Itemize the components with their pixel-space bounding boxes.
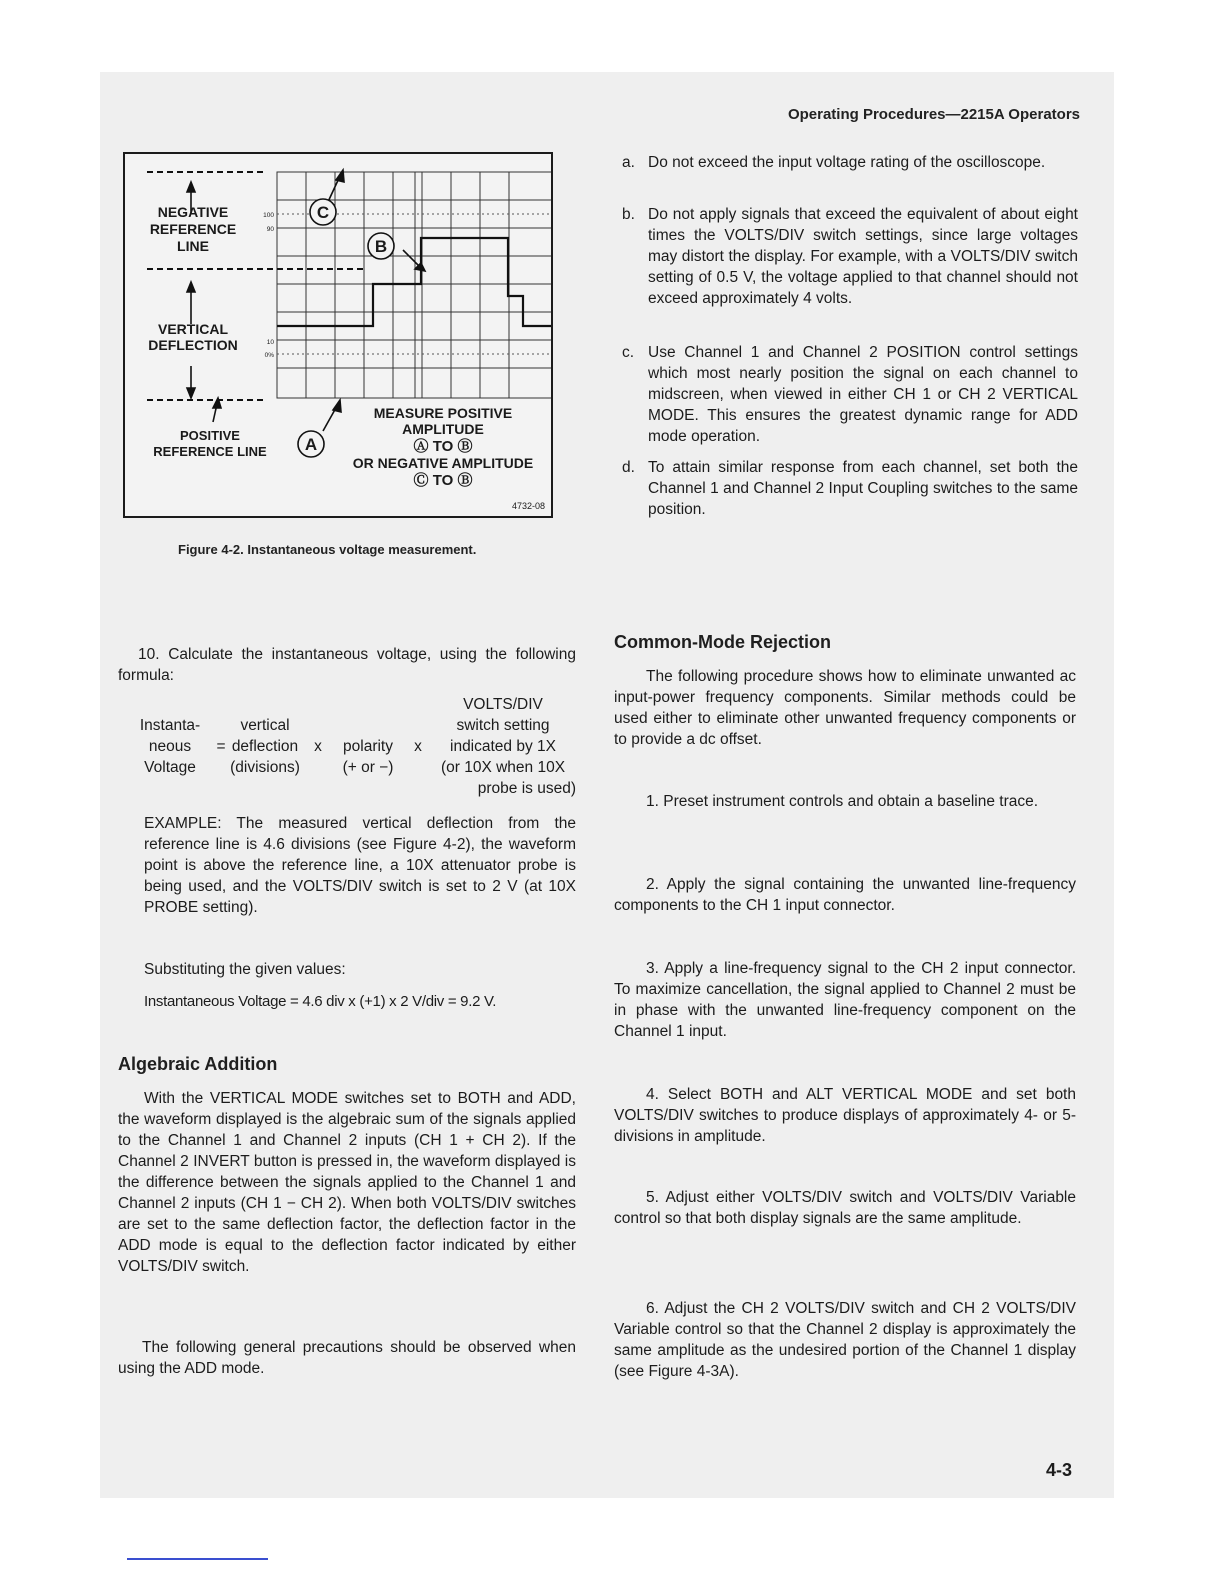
substituting-text: Substituting the given values: bbox=[144, 961, 346, 978]
instantaneous-voltage-diagram bbox=[125, 154, 551, 516]
formula-col-instantaneous: Instanta- neous Voltage bbox=[139, 717, 201, 776]
measure-label-2: AMPLITUDE bbox=[402, 421, 484, 437]
hyperlink-underline[interactable] bbox=[127, 1558, 268, 1560]
figure-4-2 bbox=[123, 152, 553, 518]
precaution-d: d. To attain similar response from each channel, set both the Channel 1 and Channel 2 Input Coupling switches to the same position. bbox=[622, 459, 1078, 518]
positive-reference-label-2: REFERENCE LINE bbox=[153, 444, 267, 459]
formula-times-2: x bbox=[414, 738, 422, 755]
negative-reference-label-1: NEGATIVE bbox=[157, 204, 229, 220]
cmr-step-2: 2. Apply the signal containing the unwanted line-frequency components to the CH 1 input connector. bbox=[614, 876, 1076, 914]
cmr-step-5: 5. Adjust either VOLTS/DIV switch and VOLTS/DIV Variable control so that both display signals are the same amplitude. bbox=[614, 1189, 1076, 1227]
measure-label-5: Ⓒ TO Ⓑ bbox=[413, 472, 473, 489]
page bbox=[100, 72, 1114, 1498]
result-formula: Instantaneous Voltage = 4.6 div x (+1) x 2 V/div = 9.2 V. bbox=[144, 993, 497, 1010]
formula-times-1: x bbox=[314, 738, 322, 755]
negative-reference-label-3: LINE bbox=[177, 238, 209, 254]
point-b-label: B bbox=[374, 237, 388, 256]
cmr-step-6: 6. Adjust the CH 2 VOLTS/DIV switch and CH 2 VOLTS/DIV Variable control so that the Channel 2 display is approximately the same amplitude as the undesired portion of the Channel 1 display (see Figure 4-3A). bbox=[614, 1300, 1076, 1380]
page-number: 4-3 bbox=[1045, 1460, 1072, 1480]
formula-col-deflection: vertical deflection (divisions) bbox=[230, 717, 300, 776]
step-10-text: 10. Calculate the instantaneous voltage, using the following formula: bbox=[118, 646, 576, 684]
point-c-label: C bbox=[316, 203, 330, 222]
running-header: Operating Procedures—2215A Operators bbox=[787, 106, 1080, 123]
graticule-0-label: 0% bbox=[264, 352, 274, 359]
example-text: EXAMPLE: The measured vertical deflection from the reference line is 4.6 divisions (see Figure 4-2), the waveform point is above the reference line, a 10X attenuator probe is being used, and the VOLTS/DIV switch is set to 2 V (at 10X PROBE setting). bbox=[144, 815, 576, 916]
cmr-step-1: 1. Preset instrument controls and obtain a baseline trace. bbox=[646, 793, 1039, 810]
square-waveform bbox=[277, 238, 551, 326]
vertical-deflection-label-1: VERTICAL bbox=[158, 321, 228, 337]
formula-col-polarity: polarity (+ or −) bbox=[342, 738, 394, 776]
vertical-deflection-label-2: DEFLECTION bbox=[148, 337, 238, 353]
graticule-10-label: 10 bbox=[266, 339, 274, 346]
common-mode-rejection-intro: The following procedure shows how to eliminate unwanted ac input-power frequency components. Similar methods could be used either to eliminate other unwanted frequency components or to provide a dc offset. bbox=[614, 668, 1076, 748]
precaution-b: b. Do not apply signals that exceed the equivalent of about eight times the VOLTS/DIV switch settings, since large voltages may distort the display. For example, with a VOLTS/DIV switch setting of 0.5 V, the voltage applied to that channel should not exceed approximately 4 volts. bbox=[622, 206, 1078, 307]
common-mode-rejection-heading: Common-Mode Rejection bbox=[614, 632, 832, 652]
precaution-c: c. Use Channel 1 and Channel 2 POSITION control settings which most nearly position the signal on each channel to midscreen, when viewed in either CH 1 or CH 2 VERTICAL MODE. This ensures the greatest dynamic range for ADD mode operation. bbox=[622, 344, 1078, 445]
formula-equals: = bbox=[216, 738, 226, 755]
graticule-100-label: 100 bbox=[263, 212, 274, 219]
point-a-label: A bbox=[304, 435, 318, 454]
algebraic-addition-heading: Algebraic Addition bbox=[118, 1054, 278, 1074]
cmr-step-3: 3. Apply a line-frequency signal to the CH 2 input connector. To maximize cancellation, the signal applied to Channel 2 must be in phase with the unwanted line-frequency component on the Channel 1 input. bbox=[614, 960, 1076, 1040]
measure-label-4: OR NEGATIVE AMPLITUDE bbox=[352, 455, 534, 471]
algebraic-addition-text: With the VERTICAL MODE switches set to BOTH and ADD, the waveform displayed is the algebraic sum of the signals applied to the Channel 1 and Channel 2 inputs (CH 1 + CH 2). If the Channel 2 INVERT button is pressed in, the waveform displayed is the difference between the signals applied to the Channel 1 and Channel 2 inputs (CH 1 − CH 2). When both VOLTS/DIV switches are set to the same deflection factor, the deflection factor in the ADD mode is equal to the deflection factor indicated by either VOLTS/DIV switch. bbox=[118, 1090, 576, 1275]
formula-col-volts-div: VOLTS/DIV switch setting indicated by 1X (or 10X when 10X probe is used) bbox=[440, 696, 576, 797]
positive-reference-label-1: POSITIVE bbox=[180, 428, 240, 443]
figure-caption: Figure 4-2. Instantaneous voltage measurement. bbox=[178, 542, 477, 557]
measure-label-1: MEASURE POSITIVE bbox=[373, 405, 513, 421]
graticule-90-label: 90 bbox=[266, 226, 274, 233]
precaution-a: a. Do not exceed the input voltage rating of the oscilloscope. bbox=[622, 154, 1046, 171]
measure-label-3: Ⓐ TO Ⓑ bbox=[413, 438, 473, 455]
cmr-step-4: 4. Select BOTH and ALT VERTICAL MODE and set both VOLTS/DIV switches to produce displays of approximately 4- or 5-divisions in amplitude. bbox=[614, 1086, 1076, 1145]
negative-reference-label-2: REFERENCE bbox=[149, 221, 237, 237]
precautions-text: The following general precautions should be observed when using the ADD mode. bbox=[118, 1339, 576, 1377]
figure-code: 4732-08 bbox=[511, 501, 545, 511]
